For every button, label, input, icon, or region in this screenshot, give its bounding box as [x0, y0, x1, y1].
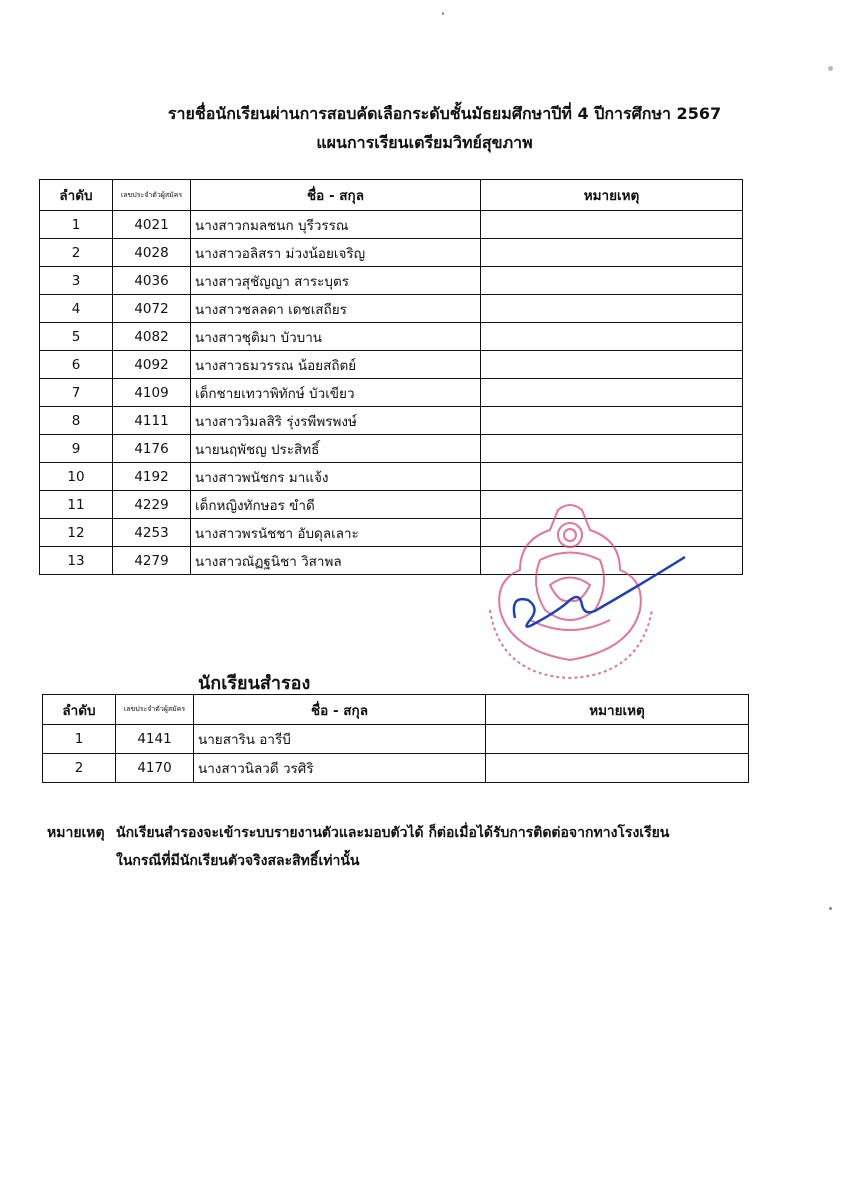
cell-order: 12	[40, 519, 113, 547]
header-remark: หมายเหตุ	[486, 695, 749, 725]
cell-name: นางสาวณัฏฐนิชา วิสาพล	[191, 547, 481, 575]
cell-applicant-id: 4111	[113, 407, 191, 435]
cell-remark	[481, 463, 743, 491]
document-subtitle: แผนการเรียนเตรียมวิทย์สุขภาพ	[316, 133, 533, 152]
note-line-1: นักเรียนสำรองจะเข้าระบบรายงานตัวและมอบตัวได้ ก็ต่อเมื่อได้รับการติดต่อจากทางโรงเรียน	[116, 825, 670, 841]
table-row	[40, 323, 743, 351]
cell-applicant-id: 4192	[113, 463, 191, 491]
cell-name: นายนฤพัชญ ประสิทธิ์	[191, 435, 481, 463]
cell-applicant-id: 4072	[113, 295, 191, 323]
cell-applicant-id: 4253	[113, 519, 191, 547]
scan-speck	[442, 12, 444, 15]
scan-speck	[829, 907, 832, 910]
cell-remark	[486, 754, 749, 783]
table-row	[40, 379, 743, 407]
cell-name: นางสาวกมลชนก บุรีวรรณ	[191, 211, 481, 239]
cell-order: 13	[40, 547, 113, 575]
reserve-students-table	[42, 694, 749, 783]
cell-name: นายสาริน อารีบี	[194, 725, 486, 754]
cell-remark	[486, 725, 749, 754]
reserve-heading: นักเรียนสำรอง	[198, 673, 311, 694]
header-order: ลำดับ	[40, 180, 113, 211]
cell-applicant-id: 4082	[113, 323, 191, 351]
table-row	[40, 267, 743, 295]
cell-order: 10	[40, 463, 113, 491]
table-row	[40, 239, 743, 267]
cell-remark	[481, 267, 743, 295]
cell-remark	[481, 323, 743, 351]
cell-order: 8	[40, 407, 113, 435]
cell-order: 4	[40, 295, 113, 323]
cell-name: นางสาวอลิสรา ม่วงน้อยเจริญ	[191, 239, 481, 267]
header-name: ชื่อ - สกุล	[194, 695, 486, 725]
cell-name: นางสาววิมลสิริ รุ่งรพีพรพงษ์	[191, 407, 481, 435]
table-row	[43, 754, 749, 783]
cell-remark	[481, 407, 743, 435]
header-remark: หมายเหตุ	[481, 180, 743, 211]
header-order: ลำดับ	[43, 695, 116, 725]
table-row	[43, 725, 749, 754]
cell-name: นางสาวพนัชกร มาแจ้ง	[191, 463, 481, 491]
table-row	[40, 211, 743, 239]
reserve-students-body	[43, 725, 749, 783]
cell-name: เด็กหญิงทักษอร ขำดี	[191, 491, 481, 519]
header-name: ชื่อ - สกุล	[191, 180, 481, 211]
cell-name: นางสาวธมวรรณ น้อยสถิตย์	[191, 351, 481, 379]
table-header-row	[40, 180, 743, 211]
cell-order: 3	[40, 267, 113, 295]
cell-applicant-id: 4170	[116, 754, 194, 783]
cell-remark	[481, 211, 743, 239]
table-header-row	[43, 695, 749, 725]
cell-name: นางสาวสุชัญญา สาระบุตร	[191, 267, 481, 295]
cell-applicant-id: 4229	[113, 491, 191, 519]
cell-order: 1	[40, 211, 113, 239]
scan-speck	[828, 66, 833, 71]
cell-order: 7	[40, 379, 113, 407]
cell-remark	[481, 379, 743, 407]
table-row	[40, 407, 743, 435]
header-applicant-id: เลขประจำตัวผู้สมัคร	[116, 695, 194, 725]
table-row	[40, 351, 743, 379]
cell-applicant-id: 4109	[113, 379, 191, 407]
cell-order: 5	[40, 323, 113, 351]
cell-order: 2	[43, 754, 116, 783]
cell-order: 9	[40, 435, 113, 463]
note-label: หมายเหตุ	[47, 825, 105, 841]
cell-name: นางสาวชุติมา บัวบาน	[191, 323, 481, 351]
cell-order: 6	[40, 351, 113, 379]
cell-order: 2	[40, 239, 113, 267]
cell-remark	[481, 435, 743, 463]
cell-applicant-id: 4036	[113, 267, 191, 295]
cell-remark	[481, 239, 743, 267]
cell-applicant-id: 4141	[116, 725, 194, 754]
cell-order: 11	[40, 491, 113, 519]
cell-name: นางสาวพรนัชชา อับดุลเลาะ	[191, 519, 481, 547]
table-row	[40, 295, 743, 323]
cell-applicant-id: 4176	[113, 435, 191, 463]
table-row	[40, 463, 743, 491]
cell-remark	[481, 351, 743, 379]
school-seal-stamp	[470, 500, 700, 690]
cell-applicant-id: 4279	[113, 547, 191, 575]
table-row	[40, 435, 743, 463]
document-title: รายชื่อนักเรียนผ่านการสอบคัดเลือกระดับชั้นมัธยมศึกษาปีที่ 4 ปีการศึกษา 2567	[167, 104, 722, 123]
signature-stroke	[514, 557, 685, 627]
note-line-2: ในกรณีที่มีนักเรียนตัวจริงสละสิทธิ์เท่านั้น	[116, 853, 360, 869]
cell-applicant-id: 4092	[113, 351, 191, 379]
header-applicant-id: เลขประจำตัวผู้สมัคร	[113, 180, 191, 211]
cell-applicant-id: 4028	[113, 239, 191, 267]
cell-order: 1	[43, 725, 116, 754]
cell-name: เด็กชายเทวาพิทักษ์ บัวเขียว	[191, 379, 481, 407]
cell-applicant-id: 4021	[113, 211, 191, 239]
cell-remark	[481, 295, 743, 323]
cell-name: นางสาวนิลวดี วรศิริ	[194, 754, 486, 783]
cell-name: นางสาวชลลดา เดชเสถียร	[191, 295, 481, 323]
